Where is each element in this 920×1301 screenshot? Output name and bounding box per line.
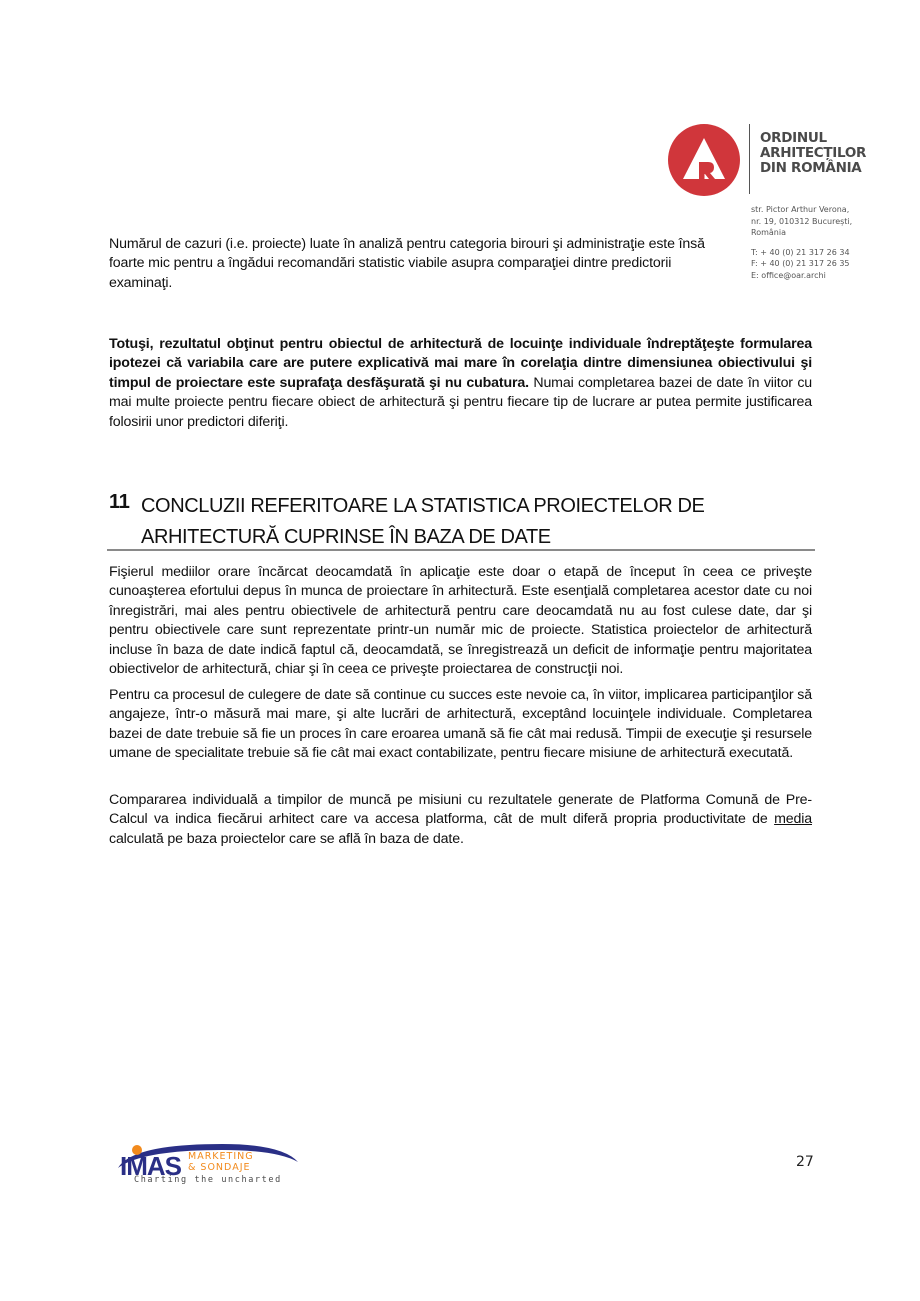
org-contact-block [751, 204, 852, 281]
imas-logo [112, 1138, 302, 1190]
phone-line: T: + 40 (0) 21 317 26 34 [751, 247, 850, 257]
paragraph-4: Pentru ca procesul de culegere de date să continue cu succes este nevoie ca, în viitor, implicarea participanţilor să angajeze, într-o măsură mai mare, şi alte lucrări de arhitectură, exceptând locuinţele individuale. Completarea bazei de date trebuie să fie un proces în care eroarea umană să fie cât mai redusă. Timpii de execuţie şi resursele umane de specialitate trebuie să fie cât mai exact contabilizate, pentru fiecare misiune de arhitectură executată. [109, 687, 812, 762]
address-line: str. Pictor Arthur Verona, [751, 205, 850, 214]
imas-brand: IMAS [120, 1151, 181, 1181]
paragraph-5-post: calculată pe baza proiectelor care se află în baza de date. [109, 830, 464, 847]
address-line: România [751, 228, 786, 237]
paragraph-3: Fişierul mediilor orare încărcat deocamdată în aplicaţie este doar o etapă de început în ceea ce priveşte cunoaşterea efortului depus în munca de proiectare în arhitectură. Este esenţială completarea acestor date cu noi înregistrări, mai ales pentru obiectivele de arhitectură pentru care deocamdată nu au fost culese date, dar şi pentru obiectivele care sunt reprezentate printr-un număr mic de proiecte. Statistica proiectelor de arhitectură incluse în baza de date indică faptul că, deocamdată, se înregistrează un deficit de informaţie pentru majoritatea obiectivelor de arhitectură, chiar şi în ceea ce priveşte proiectarea de construcţii noi. [109, 564, 812, 678]
paragraph-2 [109, 335, 812, 432]
logo-divider [749, 124, 750, 194]
heading-rule [107, 549, 815, 551]
org-name-line: ARHITECȚILOR [760, 145, 867, 161]
imas-tagline: Charting the uncharted [134, 1175, 282, 1185]
media-link[interactable]: media [774, 811, 812, 828]
paragraph-1: Numărul de cazuri (i.e. proiecte) luate în analiză pentru categoria birouri şi administraţie este însă foarte mic pentru a îngădui recomandări statistic viabile asupra comparaţiei dintre predictorii examinaţi. [109, 236, 705, 291]
org-name-line: DIN ROMÂNIA [760, 160, 862, 176]
paragraph-5-pre: Compararea individuală a timpilor de muncă pe misiuni cu rezultatele generate de Platforma Comună de Pre-Calcul va indica fiecărui arhitect care va accesa platforma, cât de mult diferă propria productivitate de [109, 792, 812, 828]
oar-logo-icon [668, 124, 740, 196]
section-heading: CONCLUZII REFERITOARE LA STATISTICA PROIECTELOR DE ARHITECTURĂ CUPRINSE ÎN BAZA DE DATE [141, 495, 705, 548]
org-name [760, 131, 866, 176]
email-line[interactable]: E: office@oar.archi [751, 270, 826, 280]
paragraph-5 [109, 791, 812, 849]
page-number: 27 [796, 1154, 814, 1170]
imas-line-2: & SONDAJE [188, 1161, 251, 1173]
fax-line: F: + 40 (0) 21 317 26 35 [751, 259, 850, 268]
address-line: nr. 19, 010312 București, [751, 216, 853, 226]
org-name-line: ORDINUL [760, 130, 827, 146]
imas-line-1: MARKETING [188, 1151, 254, 1162]
paragraph-2-bold: Totuşi, rezultatul obţinut pentru obiectul de arhitectură de locuinţe individuale îndreptăţeşte formularea ipotezei că variabila care are putere explicativă mai mare în corelaţia dintre dimensiunea obiectivului şi timpul de proiectare este suprafaţa desfăşurată şi nu cubatura. [109, 336, 812, 391]
section-number: 11 [109, 491, 130, 513]
paragraph-2-rest: Numai completarea bazei de date în viitor cu mai multe proiecte pentru fiecare obiect de arhitectură şi pentru fiecare tip de lucrare ar putea permite justificarea folosirii unor predictori diferiţi. [109, 374, 813, 430]
